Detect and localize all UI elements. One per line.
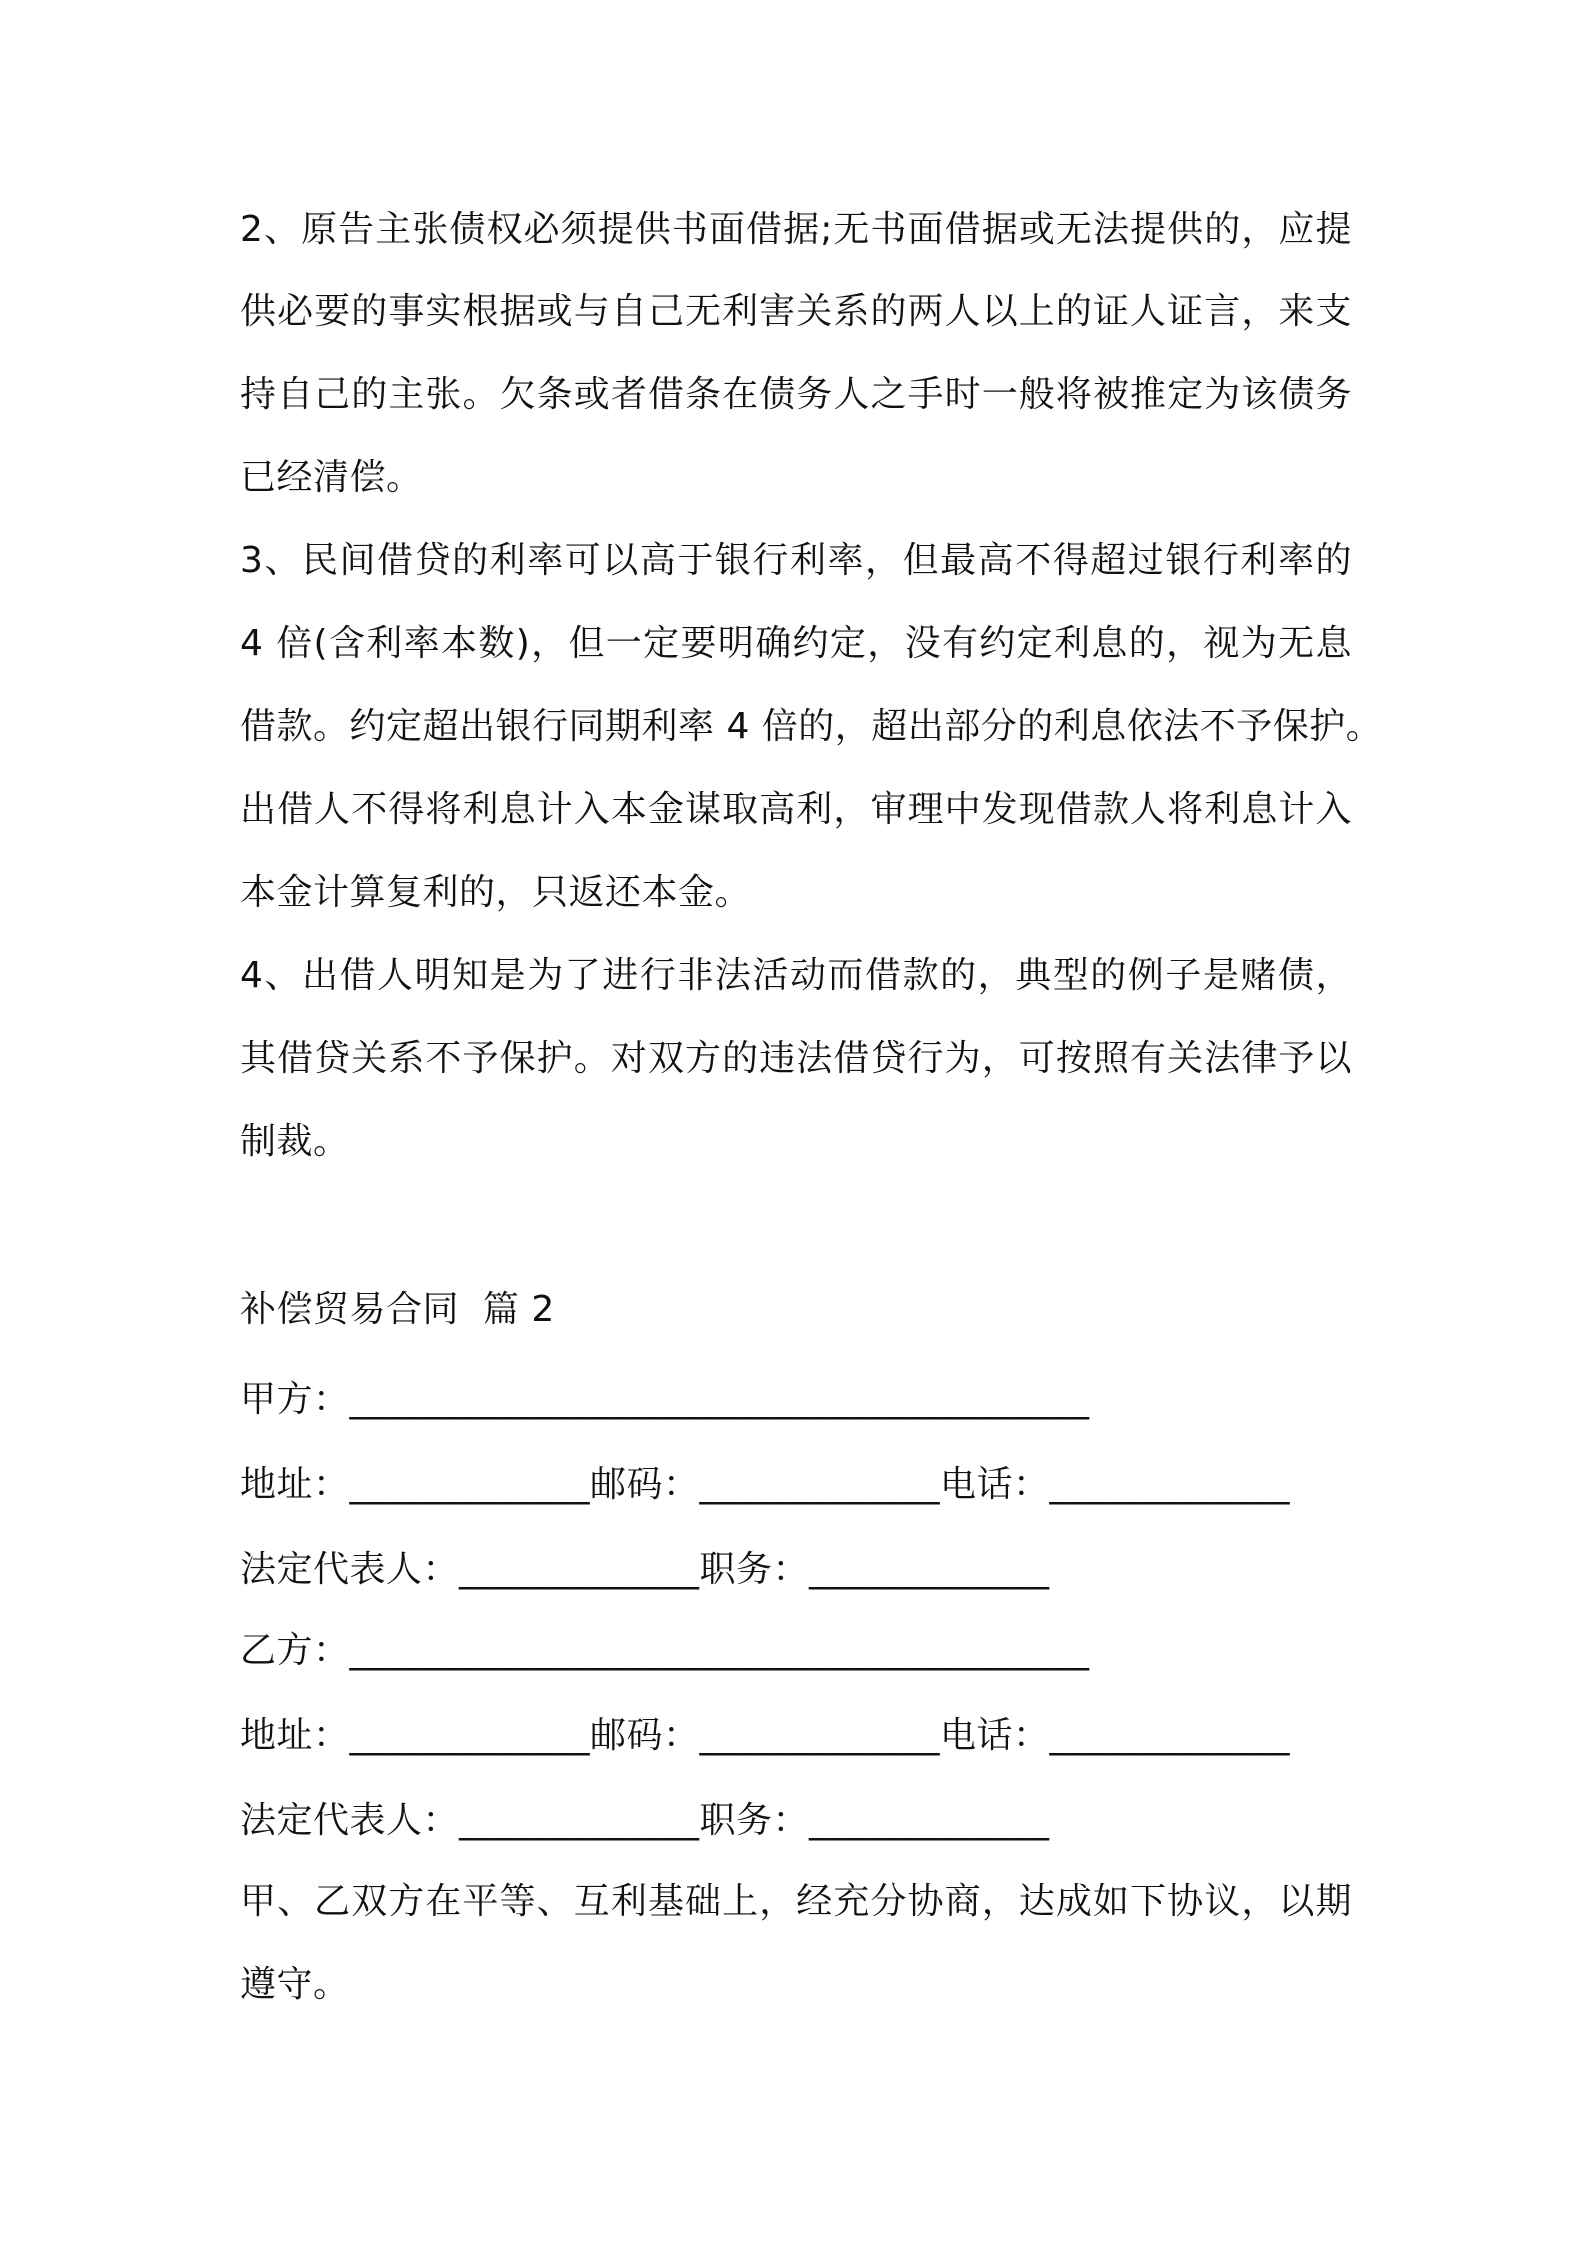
paragraph-3-line-3: 借款。约定超出银行同期利率 4 倍的，超出部分的利息依法不予保护。 [240,706,1383,747]
agreement-intro-line-2: 遵守。 [240,1964,350,2005]
agreement-intro-line-1: 甲、乙双方在平等、互利基础上，经充分协商，达成如下协议，以期 [240,1881,1352,1922]
paragraph-4-line-3: 制裁。 [240,1121,350,1162]
party-a-contact-fields: 地址：_____________邮码：_____________电话：_____________ [240,1464,1291,1505]
paragraph-2-line-1: 2、原告主张债权必须提供书面借据;无书面借据或无法提供的，应提 [240,209,1352,250]
party-a-representative-fields: 法定代表人：_____________职务：_____________ [240,1549,1050,1590]
paragraph-3-line-4: 出借人不得将利息计入本金谋取高利，审理中发现借款人将利息计入 [240,789,1352,830]
paragraph-2-line-2: 供必要的事实根据或与自己无利害关系的两人以上的证人证言，来支 [240,291,1352,332]
paragraph-2-line-4: 已经清偿。 [240,457,423,498]
paragraph-4-line-1: 4、出借人明知是为了进行非法活动而借款的，典型的例子是赌债， [240,955,1352,996]
document-page [240,0,1383,2244]
party-a-field: 甲方：________________________________________ [240,1379,1090,1420]
paragraph-3-line-5: 本金计算复利的，只返还本金。 [240,872,752,913]
paragraph-4-line-2: 其借贷关系不予保护。对双方的违法借贷行为，可按照有关法律予以 [240,1038,1352,1079]
section-title: 补偿贸易合同 篇 2 [240,1289,555,1330]
paragraph-2-line-3: 持自己的主张。欠条或者借条在债务人之手时一般将被推定为该债务 [240,374,1352,415]
paragraph-3-line-2: 4 倍(含利率本数)，但一定要明确约定，没有约定利息的，视为无息 [240,623,1352,664]
paragraph-3-line-1: 3、民间借贷的利率可以高于银行利率，但最高不得超过银行利率的 [240,540,1352,581]
party-b-contact-fields: 地址：_____________邮码：_____________电话：_____________ [240,1715,1291,1756]
party-b-representative-fields: 法定代表人：_____________职务：_____________ [240,1800,1050,1841]
party-b-field: 乙方：________________________________________ [240,1630,1090,1671]
